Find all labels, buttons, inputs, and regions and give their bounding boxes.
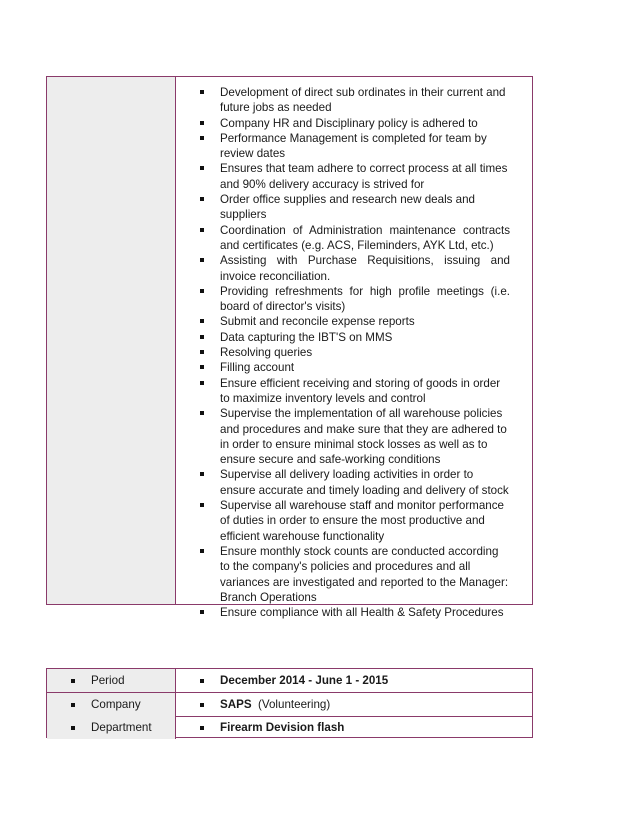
bullet-icon xyxy=(200,90,204,94)
period-label: Period xyxy=(91,674,125,687)
bullet-icon xyxy=(200,610,204,614)
bullet-icon xyxy=(200,350,204,354)
bullet-icon xyxy=(200,121,204,125)
bullet-icon xyxy=(200,411,204,415)
duties-list xyxy=(200,85,510,620)
duty-item: Filling account xyxy=(200,360,510,375)
period-label-cell xyxy=(47,669,176,692)
duty-item: Resolving queries xyxy=(200,345,510,360)
bullet-icon xyxy=(200,289,204,293)
department-label: Department xyxy=(91,721,152,734)
company-label-cell xyxy=(47,693,176,716)
duties-label-cell xyxy=(47,77,176,604)
bullet-icon xyxy=(200,166,204,170)
duty-item: Providing refreshments for high profile meetings (i.e. board of director's visits) xyxy=(200,284,510,315)
duty-item: Supervise all warehouse staff and monitor performance of duties in order to ensure the most productive and efficient warehouse functionality xyxy=(200,498,510,544)
bullet-icon xyxy=(200,319,204,323)
company-note: (Volunteering) xyxy=(258,698,331,711)
company-name: SAPS xyxy=(220,698,252,711)
period-value-cell xyxy=(176,669,532,692)
duty-item: Development of direct sub ordinates in their current and future jobs as needed xyxy=(200,85,510,116)
duty-item: Submit and reconcile expense reports xyxy=(200,314,510,329)
company-row xyxy=(47,693,532,717)
bullet-icon xyxy=(71,679,75,683)
bullet-icon xyxy=(200,726,204,730)
duty-item: Ensures that team adhere to correct process at all times and 90% delivery accuracy is strived for xyxy=(200,161,510,192)
duty-item: Order office supplies and research new deals and suppliers xyxy=(200,192,510,223)
bullet-icon xyxy=(200,258,204,262)
duty-item: Data capturing the IBT'S on MMS xyxy=(200,330,510,345)
department-row xyxy=(47,716,532,739)
duty-item: Supervise all delivery loading activities in order to ensure accurate and timely loading and delivery of stock xyxy=(200,467,510,498)
duty-item: Company HR and Disciplinary policy is adhered to xyxy=(200,116,510,131)
bullet-icon xyxy=(71,726,75,730)
department-label-cell xyxy=(47,716,176,739)
bullet-icon xyxy=(200,679,204,683)
duties-content-cell xyxy=(176,77,532,620)
bullet-icon xyxy=(200,197,204,201)
duty-item: Ensure compliance with all Health & Safety Procedures xyxy=(200,605,510,620)
duty-item: Assisting with Purchase Requisitions, issuing and invoice reconciliation. xyxy=(200,253,510,284)
duty-item: Ensure monthly stock counts are conducted according to the company's policies and procedures and all variances are investigated and reported to the Manager: Branch Operations xyxy=(200,544,510,605)
duty-item: Supervise the implementation of all warehouse policies and procedures and make sure that they are adhered to in order to ensure minimal stock losses as well as to ensure secure and safe-working conditions xyxy=(200,406,510,467)
info-table xyxy=(46,668,533,738)
bullet-icon xyxy=(200,549,204,553)
company-value-cell xyxy=(176,693,532,716)
bullet-icon xyxy=(200,472,204,476)
company-label: Company xyxy=(91,698,141,711)
bullet-icon xyxy=(200,703,204,707)
bullet-icon xyxy=(200,335,204,339)
duty-item: Coordination of Administration maintenance contracts and certificates (e.g. ACS, Fileminders, AYK Ltd, etc.) xyxy=(200,223,510,254)
duties-table xyxy=(46,76,533,620)
bullet-icon xyxy=(200,503,204,507)
bullet-icon xyxy=(200,381,204,385)
department-value-cell xyxy=(176,716,532,739)
department-value: Firearm Devision flash xyxy=(220,721,345,734)
bullet-icon xyxy=(200,365,204,369)
bullet-icon xyxy=(71,703,75,707)
period-value: December 2014 - June 1 - 2015 xyxy=(220,674,389,687)
bullet-icon xyxy=(200,136,204,140)
bullet-icon xyxy=(200,228,204,232)
duty-item: Ensure efficient receiving and storing of goods in order to maximize inventory levels and control xyxy=(200,376,510,407)
duty-item: Performance Management is completed for team by review dates xyxy=(200,131,510,162)
period-row xyxy=(47,669,532,693)
